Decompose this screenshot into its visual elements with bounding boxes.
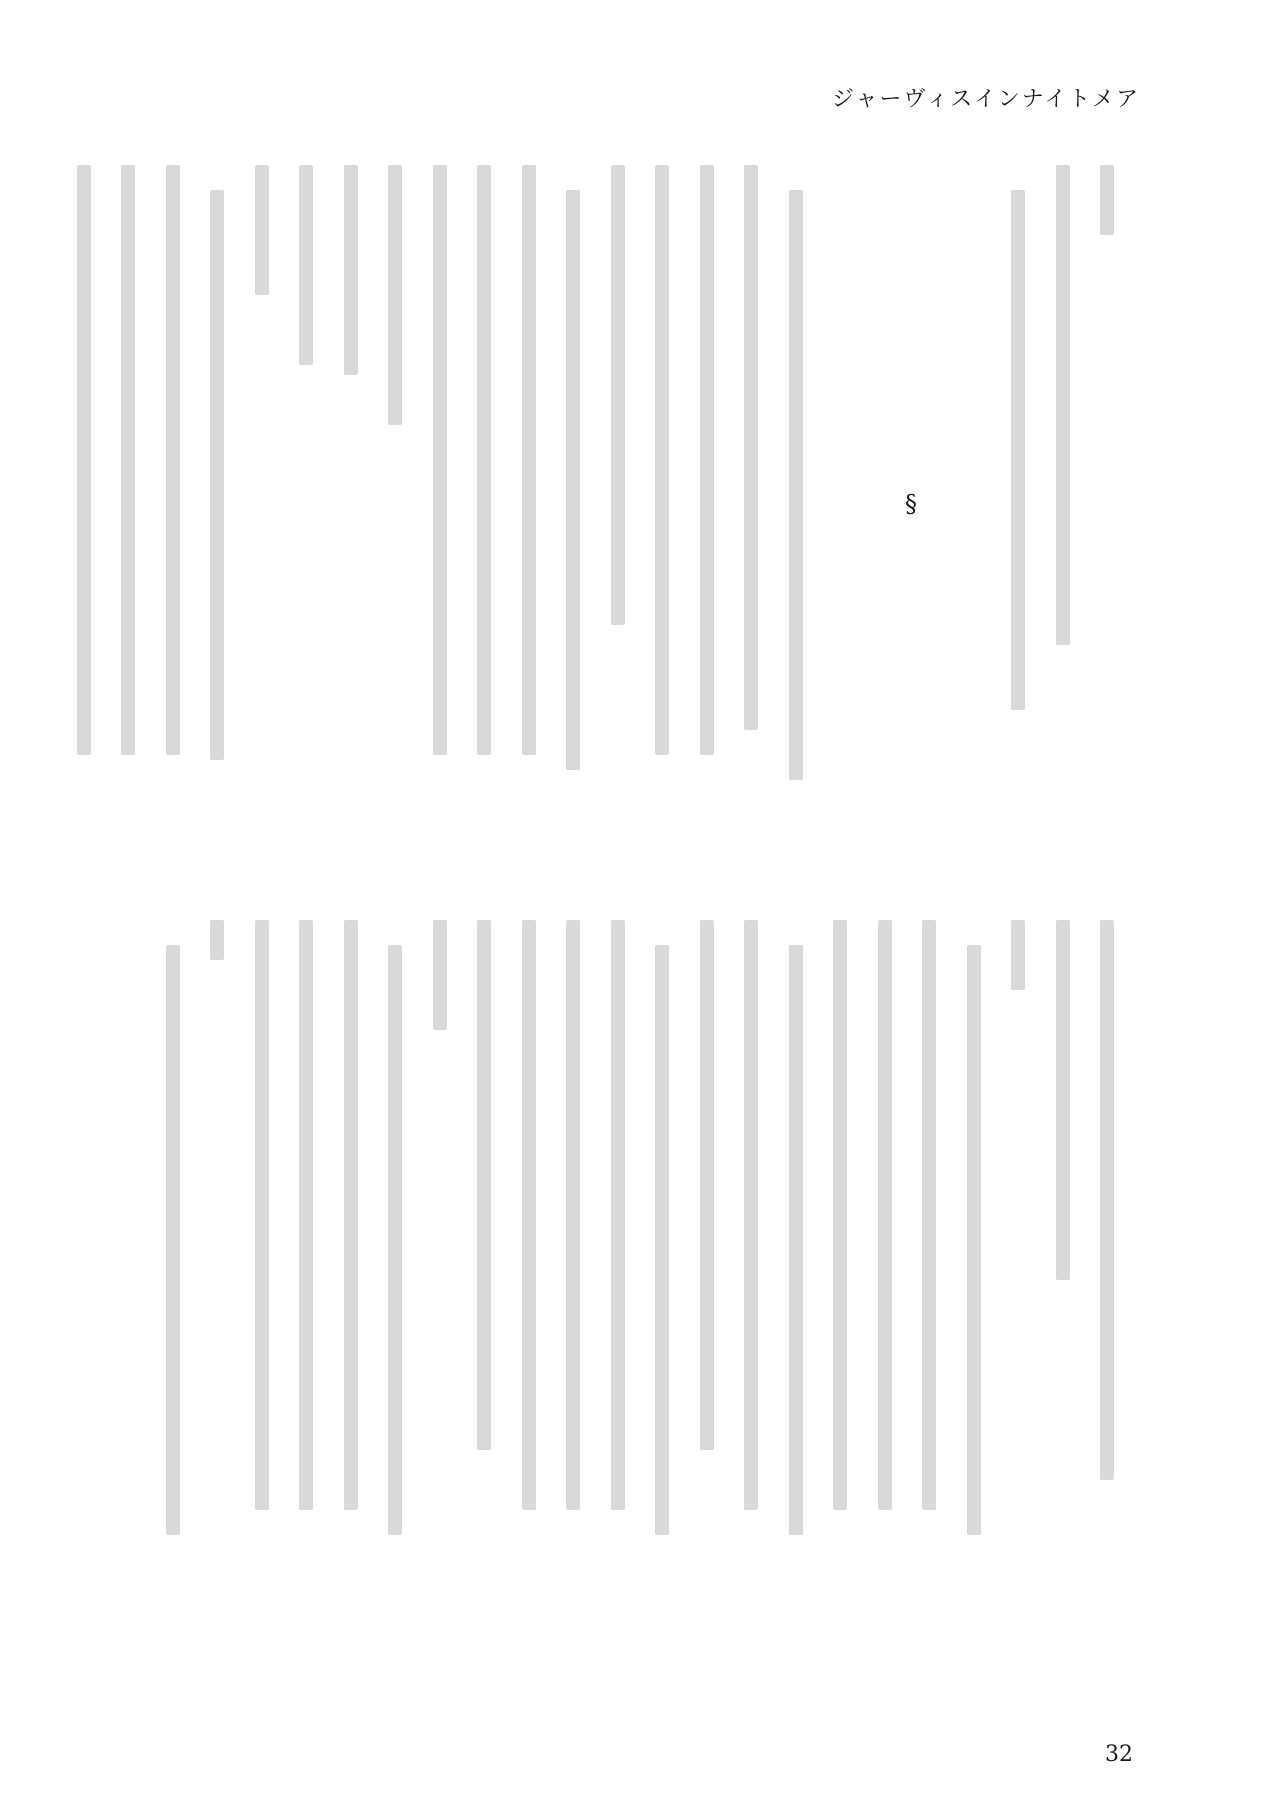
text-column-redacted [744, 165, 758, 730]
text-column-redacted [388, 165, 402, 425]
text-column-redacted [477, 165, 491, 755]
text-column-redacted [433, 165, 447, 755]
text-column-redacted [299, 165, 313, 365]
text-column-redacted [344, 920, 358, 1510]
text-column-redacted [255, 920, 269, 1510]
text-column-redacted [1056, 920, 1070, 1280]
text-column-redacted [299, 920, 313, 1510]
text-column-redacted [433, 920, 447, 1030]
text-column-redacted [522, 165, 536, 755]
text-column-redacted [255, 165, 269, 295]
text-column-redacted [166, 945, 180, 1535]
text-column-redacted [166, 165, 180, 755]
text-column-redacted [1100, 165, 1114, 235]
text-column-redacted [77, 165, 91, 755]
text-column-redacted [744, 920, 758, 1510]
text-column-redacted [1100, 920, 1114, 1480]
text-column-redacted [967, 945, 981, 1535]
text-column-redacted [922, 920, 936, 1510]
text-column-redacted [121, 165, 135, 755]
text-column-redacted [655, 945, 669, 1535]
text-column-redacted [210, 920, 224, 960]
running-header: ジャーヴィスインナイトメア [831, 87, 1140, 112]
text-column-redacted [566, 920, 580, 1510]
text-column-redacted [611, 165, 625, 625]
text-column-redacted [1056, 165, 1070, 645]
text-column-redacted [700, 920, 714, 1450]
text-column-redacted [388, 945, 402, 1535]
text-column-redacted [522, 920, 536, 1510]
text-column-redacted [344, 165, 358, 375]
text-column-redacted [611, 920, 625, 1510]
section-mark: § [905, 490, 917, 518]
text-column-redacted [789, 945, 803, 1535]
text-column-redacted [1011, 920, 1025, 990]
text-column-redacted [655, 165, 669, 755]
text-column-redacted [833, 920, 847, 1510]
text-column-redacted [477, 920, 491, 1450]
page-number: 32 [1105, 1742, 1133, 1767]
text-column-redacted [700, 165, 714, 755]
text-column-redacted [789, 190, 803, 780]
text-column-redacted [566, 190, 580, 770]
text-column-redacted [878, 920, 892, 1510]
text-column-redacted [1011, 190, 1025, 710]
text-column-redacted [210, 190, 224, 760]
